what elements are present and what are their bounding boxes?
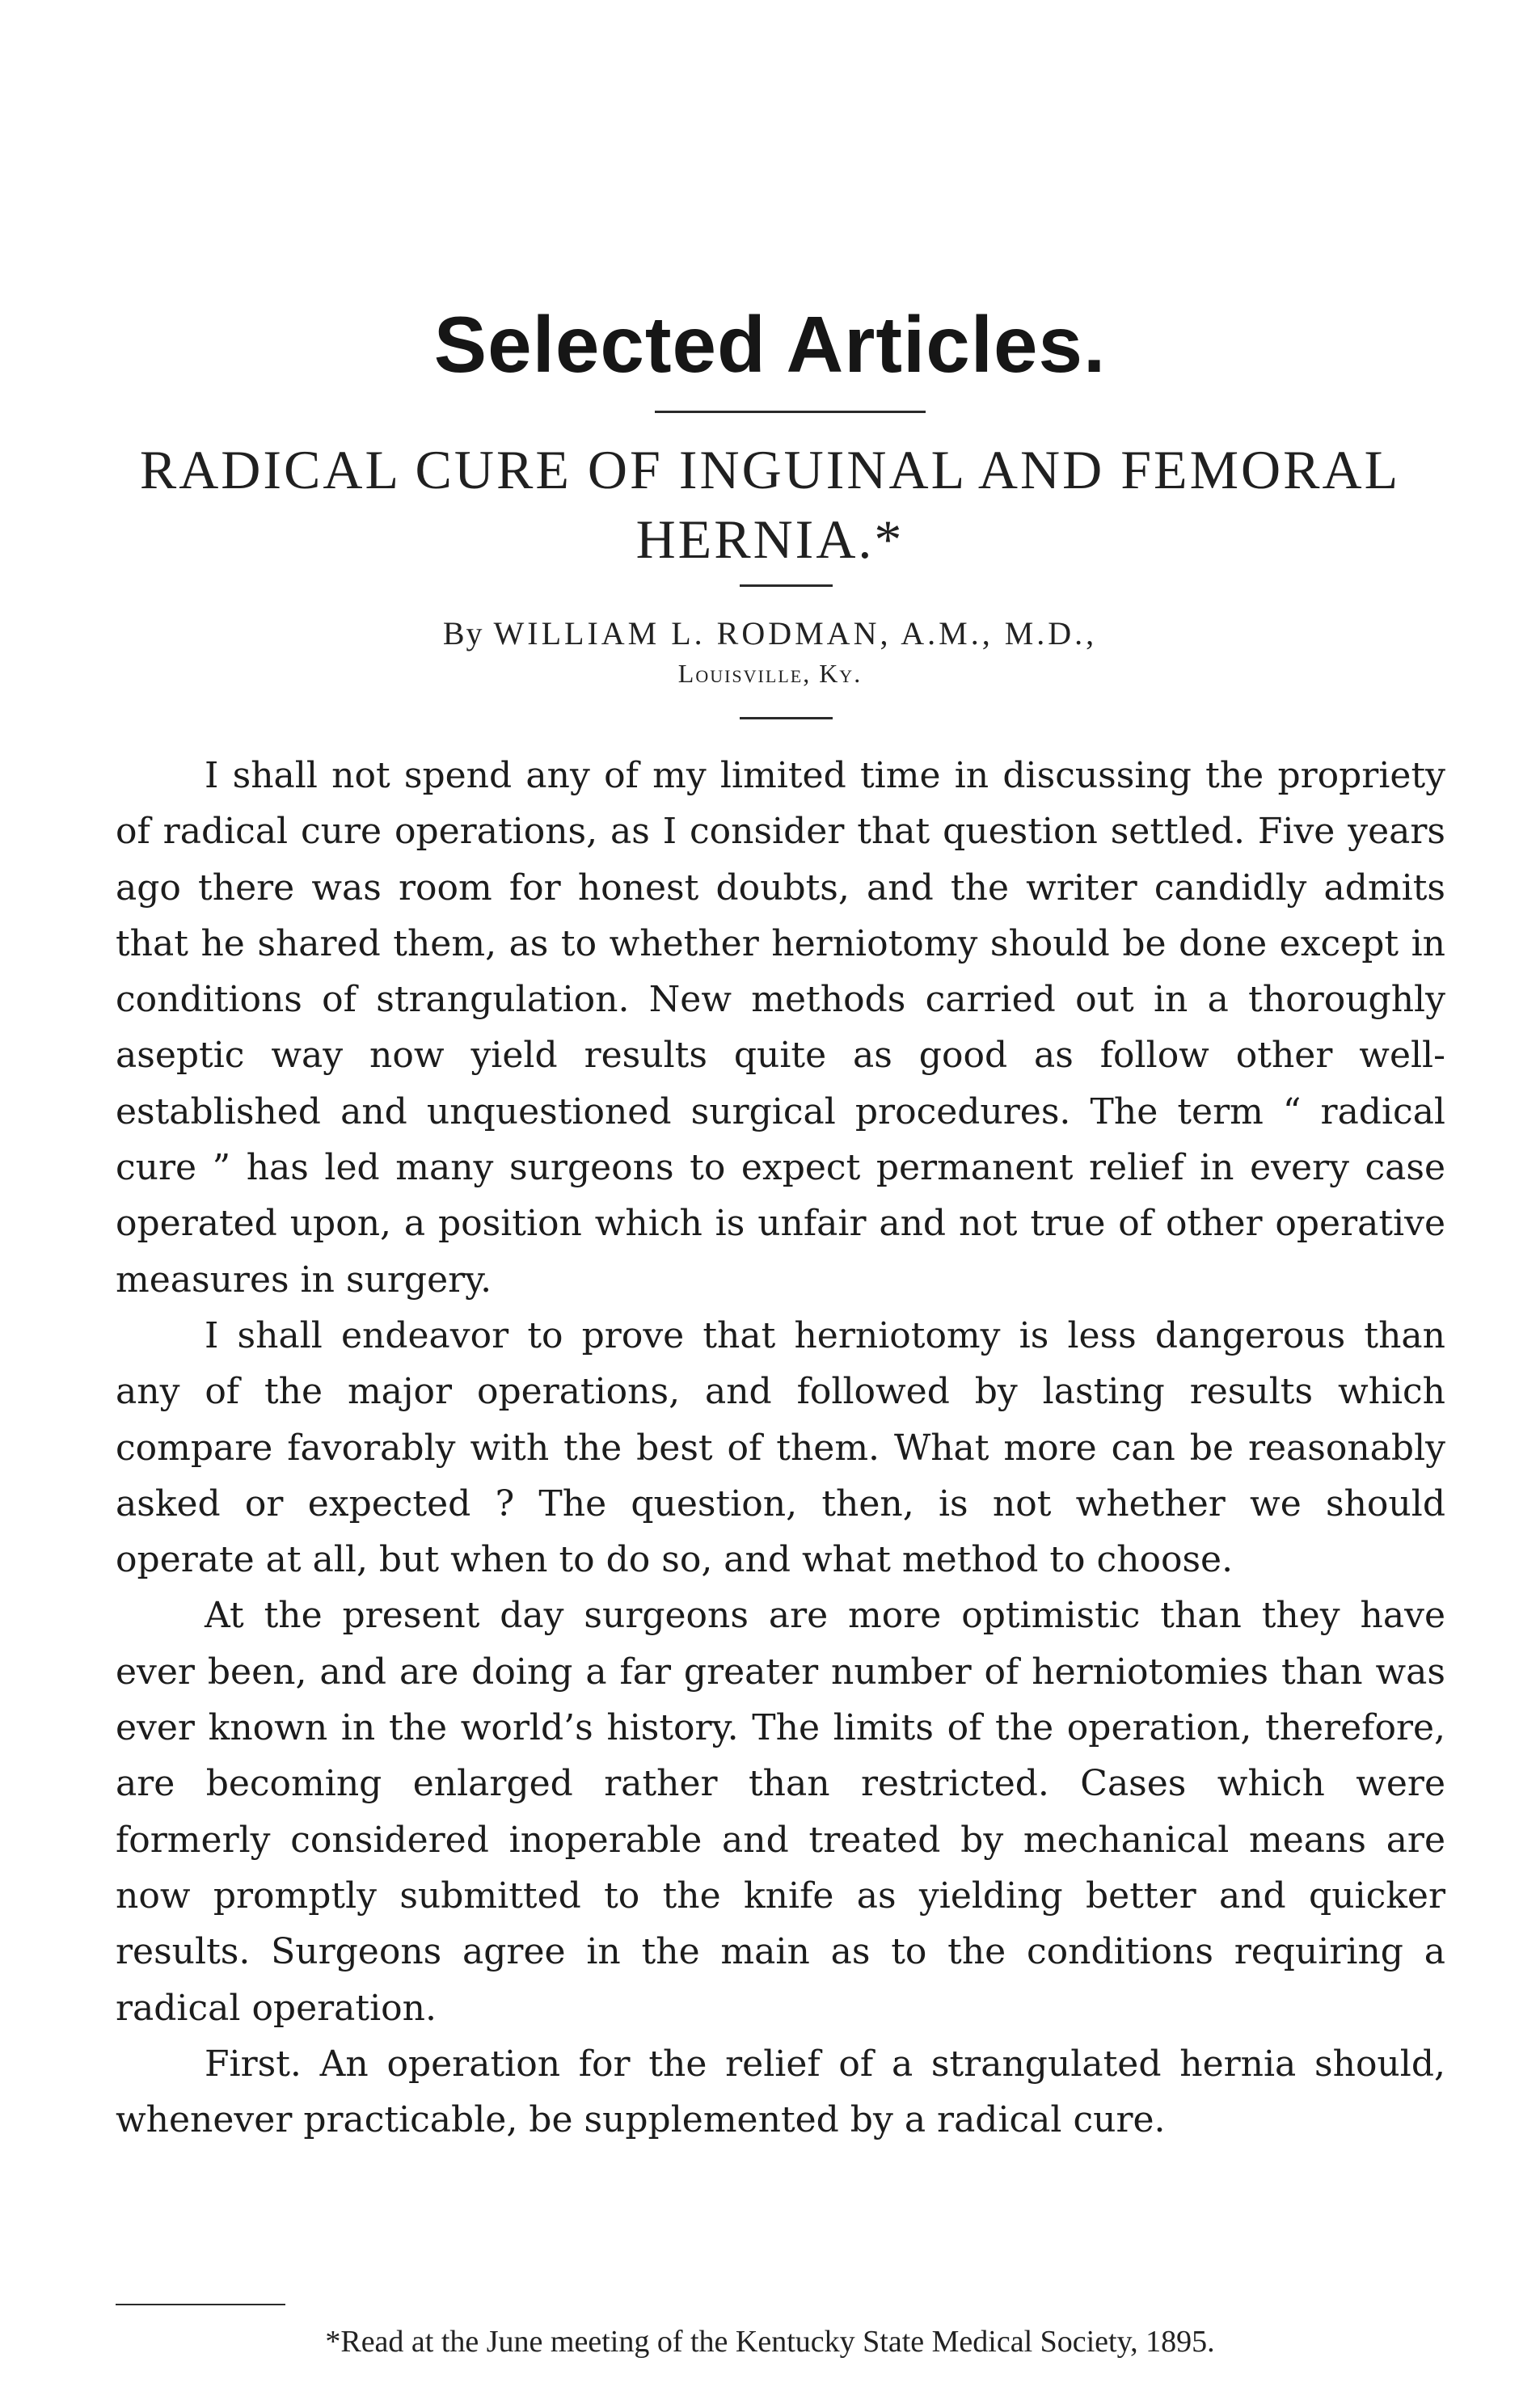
byline-rule-top — [740, 584, 833, 587]
byline-rule-bottom — [740, 717, 833, 719]
footnote-rule — [116, 2304, 285, 2305]
section-heading: Selected Articles. — [433, 300, 1107, 389]
paragraph-1: I shall not spend any of my limited time in discussing the propriety of radical cure operations, as I consider that question settled. Five years ago there was room for honest doubts, and the writer candidly admits that he shared them, as to whether herniotomy should be done except in conditions of strangulation. New methods carried out in a thoroughly aseptic way now yield results quite as good as follow other well-established and unquestioned surgical procedures. The term “ radical cure ” has led many surgeons to expect permanent relief in every case operated upon, a position which is unfair and not true of other operative measures in surgery. — [116, 755, 1445, 1301]
footnote: *Read at the June meeting of the Kentucky State Medical Society, 1895. — [325, 2325, 1215, 2359]
author-name: WILLIAM L. RODMAN, A.M., M.D., — [493, 615, 1098, 652]
byline-prefix: By — [442, 615, 484, 652]
article-title-line-1: RADICAL CURE OF INGUINAL AND FEMORAL — [139, 439, 1401, 500]
article-title — [0, 435, 1540, 574]
paragraph-4: First. An operation for the relief of a strangulated hernia should, whenever practicable, be supplemented by a radical cure. — [116, 2043, 1445, 2141]
title-rule — [655, 411, 926, 413]
paragraph-2: I shall endeavor to prove that herniotomy is less dangerous than any of the major operations, and followed by lasting results which compare favorably with the best of them. What more can be reasonably asked or expected ? The question, then, is not whether we should operate at all, but when to do so, and what method to choose. — [116, 1314, 1445, 1581]
byline — [0, 614, 1540, 652]
paragraph-3: At the present day surgeons are more optimistic than they have ever been, and are doing a far greater number of herniotomies than was ever known in the world’s history. The limits of the operation, therefore, are becoming enlarged rather than restricted. Cases which were formerly considered inoperable and treated by mechanical means are now promptly submitted to the knife as yielding better and quicker results. Surgeons agree in the main as to the conditions requiring a radical operation. — [116, 1595, 1445, 2029]
article-title-line-2: HERNIA.* — [635, 508, 905, 570]
author-location: Louisville, Ky. — [677, 659, 863, 688]
article-body — [116, 748, 1445, 2148]
